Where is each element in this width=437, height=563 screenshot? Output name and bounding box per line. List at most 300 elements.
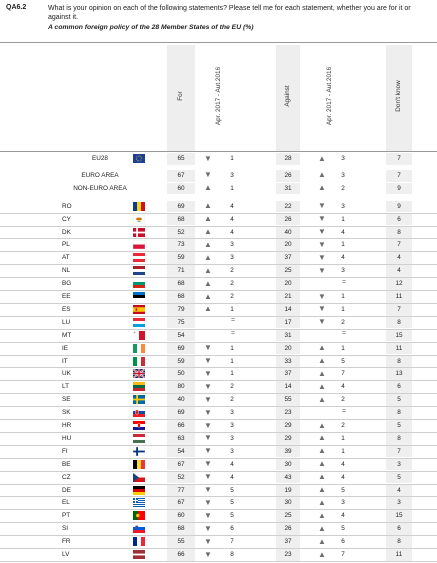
for-change-value: 4 [230,473,234,481]
country-name: SK [62,409,71,417]
trend-up-icon: ▲ [318,394,326,404]
trend-up-icon: ▲ [204,183,212,193]
country-name: MT [62,331,72,339]
trend-up-icon: ▲ [318,170,326,180]
table-row [0,472,437,484]
against-value: 31 [284,184,292,192]
country-name: DE [62,486,71,494]
against-change-value: 5 [341,525,345,533]
for-change-value: 3 [230,447,234,455]
trend-up-icon: ▲ [204,214,212,224]
trend-down-icon: ▼ [204,510,212,520]
against-change-value: 1 [341,215,345,223]
table-row [0,497,437,509]
against-change-value: 7 [341,551,345,558]
trend-up-icon: ▲ [318,381,326,391]
country-name: AT [62,254,70,262]
trend-eq-icon: = [230,317,236,325]
dont-know-value: 11 [395,293,403,300]
for-change-value: 6 [230,525,234,533]
country-name: EE [62,293,71,300]
against-change-value: 4 [341,473,345,481]
against-change-value: 2 [341,422,345,429]
against-value: 20 [284,241,292,249]
question-text: What is your opinion on each of the following statements? Please tell me for each statement, whether you are for it or against it. [48,5,411,21]
dont-know-value: 12 [395,280,403,288]
country-name: PT [62,512,71,520]
country-name: RO [62,202,72,210]
flag-nl-icon [133,266,145,275]
table-row [0,356,437,368]
for-value: 68 [177,293,185,300]
for-change-value: 2 [230,396,234,404]
country-name: CY [62,215,71,223]
country-name: BG [62,280,72,288]
dont-know-value: 11 [395,344,403,352]
trend-up-icon: ▲ [318,153,326,163]
trend-up-icon: ▲ [318,497,326,507]
trend-down-icon: ▼ [318,239,326,249]
trend-up-icon: ▲ [204,278,212,288]
trend-down-icon: ▼ [204,549,212,559]
column-header-diff-against: Apr. 2017 - Aut.2016 [326,66,333,126]
against-change-value: 3 [341,171,345,179]
flag-hr-icon [133,421,145,430]
flag-bg-icon [133,279,145,288]
for-value: 63 [177,434,185,442]
country-name: FR [62,538,71,546]
country-name: SE [62,396,71,404]
dont-know-value: 7 [397,155,401,162]
against-change-value: 2 [341,184,345,192]
dont-know-value: 8 [397,228,401,236]
table-row [0,214,437,226]
trend-down-icon: ▼ [204,170,212,180]
flag-se-icon [133,395,145,404]
flag-dk-icon [133,228,145,237]
dont-know-value: 4 [397,267,401,275]
for-value: 67 [177,499,185,507]
flag-lv-icon [133,550,145,559]
against-value: 37 [284,370,292,378]
against-change-value: 3 [341,267,345,275]
trend-eq-icon: = [341,330,347,338]
against-change-value: 2 [341,318,345,326]
country-name: EU28 [92,155,108,162]
trend-down-icon: ▼ [204,368,212,378]
against-value: 20 [284,344,292,352]
trend-down-icon: ▼ [204,446,212,456]
for-change-value: 3 [230,254,234,262]
dont-know-value: 7 [397,241,401,249]
trend-up-icon: ▲ [318,510,326,520]
against-value: 37 [284,254,292,262]
dont-know-value: 3 [397,460,401,468]
table-row [0,153,437,165]
dont-know-value: 8 [397,434,401,442]
for-change-value: 5 [230,512,234,520]
against-value: 25 [284,267,292,275]
flag-lu-icon [133,318,145,327]
trend-down-icon: ▼ [204,153,212,163]
against-value: 30 [284,460,292,468]
dont-know-value: 15 [395,331,403,339]
trend-down-icon: ▼ [204,407,212,417]
table-row [0,549,437,561]
against-change-value: 7 [341,370,345,378]
against-value: 37 [284,538,292,546]
against-value: 28 [284,155,292,162]
against-value: 30 [284,499,292,507]
dont-know-value: 9 [397,184,401,192]
trend-down-icon: ▼ [318,252,326,262]
trend-down-icon: ▼ [318,265,326,275]
trend-up-icon: ▲ [204,291,212,301]
flag-ie-icon [133,344,145,353]
flag-at-icon [133,253,145,262]
for-value: 54 [177,447,185,455]
flag-pt-icon [133,511,145,520]
for-value: 52 [177,228,185,236]
country-name: LV [62,551,70,558]
trend-eq-icon: = [230,330,236,338]
trend-up-icon: ▲ [204,252,212,262]
for-change-value: 4 [230,460,234,468]
against-change-value: 4 [341,512,345,520]
trend-up-icon: ▲ [318,472,326,482]
against-value: 25 [284,512,292,520]
trend-down-icon: ▼ [204,472,212,482]
for-value: 40 [177,396,185,404]
flag-de-icon [133,486,145,495]
country-name: IT [62,357,68,365]
trend-eq-icon: = [341,407,347,415]
dont-know-value: 3 [397,499,401,507]
against-value: 17 [284,318,292,326]
flag-sk-icon [133,408,145,417]
flag-eu-icon [133,154,145,163]
flag-uk-icon [133,369,145,378]
country-name: HR [62,422,72,429]
trend-up-icon: ▲ [318,183,326,193]
flag-cy-icon [133,215,145,224]
trend-down-icon: ▼ [204,394,212,404]
against-change-value: 1 [341,241,345,249]
trend-down-icon: ▼ [204,459,212,469]
against-change-value: 4 [341,460,345,468]
against-value: 26 [284,215,292,223]
trend-up-icon: ▲ [204,304,212,314]
against-value: 19 [284,486,292,494]
for-value: 66 [177,551,185,558]
header-top-rule [0,42,437,43]
for-change-value: 8 [230,551,234,558]
dont-know-value: 8 [397,357,401,365]
against-value: 29 [284,434,292,442]
trend-up-icon: ▲ [318,433,326,443]
for-change-value: 3 [230,434,234,442]
country-name: EURO AREA [81,171,119,179]
against-value: 33 [284,357,292,365]
dont-know-value: 4 [397,486,401,494]
for-change-value: 2 [230,280,234,288]
table-row [0,278,437,290]
flag-el-icon [133,498,145,507]
table-subtitle: A common foreign policy of the 28 Member States of the EU (%) [48,24,254,31]
for-change-value: 3 [230,171,234,179]
trend-up-icon: ▲ [318,356,326,365]
against-value: 31 [284,331,292,339]
trend-up-icon: ▲ [318,459,326,469]
for-change-value: 1 [230,357,234,365]
table-row [0,536,437,548]
against-change-value: 4 [341,383,345,391]
country-name: NON-EURO AREA [73,184,127,192]
trend-up-icon: ▲ [318,485,326,494]
flag-fi-icon [133,447,145,456]
against-change-value: 5 [341,357,345,365]
against-value: 29 [284,422,292,429]
trend-up-icon: ▲ [318,368,326,378]
country-name: CZ [62,473,71,481]
trend-down-icon: ▼ [318,304,326,314]
against-change-value: 1 [341,305,345,313]
trend-up-icon: ▲ [318,536,326,546]
for-change-value: 3 [230,422,234,429]
country-name: LT [62,383,69,391]
against-change-value: 4 [341,228,345,236]
table-row [0,304,437,316]
against-value: 55 [284,396,292,404]
flag-be-icon [133,460,145,469]
for-value: 80 [177,383,185,391]
for-value: 66 [177,422,185,429]
dont-know-value: 9 [397,202,401,210]
against-value: 26 [284,171,292,179]
table-row [0,330,437,342]
for-value: 68 [177,280,185,288]
against-change-value: 3 [341,155,345,162]
for-value: 69 [177,409,185,417]
table-row [0,368,437,380]
against-value: 23 [284,409,292,417]
for-value: 54 [177,331,185,339]
table-row [0,170,437,182]
for-change-value: 1 [230,305,234,313]
country-name: HU [62,434,72,442]
dont-know-value: 7 [397,305,401,313]
against-change-value: 2 [341,396,345,404]
against-value: 14 [284,383,292,391]
row-divider [0,561,437,562]
country-name: FI [62,447,68,455]
table-row [0,317,437,329]
flag-ee-icon [133,292,145,301]
dont-know-value: 5 [397,396,401,404]
flag-ro-icon [133,202,145,211]
against-change-value: 6 [341,538,345,546]
trend-up-icon: ▲ [318,446,326,456]
country-name: LU [62,318,71,326]
for-change-value: 4 [230,228,234,236]
table-row [0,381,437,393]
dont-know-value: 8 [397,409,401,417]
trend-down-icon: ▼ [204,523,212,533]
for-value: 65 [177,155,185,162]
country-name: SI [62,525,69,533]
table-row [0,407,437,419]
country-name: IE [62,344,69,352]
column-header-against: Against [284,85,291,107]
dont-know-value: 4 [397,254,401,262]
table-row [0,265,437,277]
trend-down-icon: ▼ [204,381,212,391]
flag-cz-icon [133,473,145,482]
dont-know-value: 7 [397,171,401,179]
country-name: PL [62,241,70,249]
dont-know-value: 13 [395,370,403,378]
for-change-value: 3 [230,409,234,417]
trend-up-icon: ▲ [204,239,212,249]
for-value: 79 [177,305,185,313]
flag-es-icon [133,305,145,314]
against-value: 20 [284,280,292,288]
dont-know-value: 7 [397,447,401,455]
against-change-value: 1 [341,344,345,352]
table-row [0,523,437,535]
against-change-value: 3 [341,499,345,507]
flag-pl-icon [133,240,145,249]
table-row [0,343,437,355]
dont-know-value: 6 [397,383,401,391]
for-value: 77 [177,486,185,494]
against-change-value: 5 [341,486,345,494]
table-row [0,183,437,195]
trend-down-icon: ▼ [204,485,212,494]
for-value: 73 [177,241,185,249]
trend-up-icon: ▲ [318,523,326,533]
for-value: 71 [177,267,185,275]
against-change-value: 3 [341,202,345,210]
for-change-value: 5 [230,486,234,494]
for-value: 52 [177,473,185,481]
flag-si-icon [133,524,145,533]
flag-hu-icon [133,434,145,443]
for-change-value: 7 [230,538,234,546]
table-row [0,446,437,458]
against-value: 40 [284,228,292,236]
trend-up-icon: ▲ [318,420,326,430]
dont-know-value: 5 [397,422,401,429]
country-name: EL [62,499,70,507]
header-bottom-rule [0,151,437,152]
for-value: 59 [177,357,185,365]
trend-down-icon: ▼ [318,214,326,224]
flag-lt-icon [133,382,145,391]
table-row [0,485,437,497]
trend-up-icon: ▲ [204,201,212,211]
against-change-value: 1 [341,434,345,442]
dont-know-value: 5 [397,473,401,481]
for-value: 68 [177,215,185,223]
column-header-for: For [177,91,184,101]
flag-fr-icon [133,537,145,546]
column-header-dont-know: Don't know [395,80,402,112]
trend-down-icon: ▼ [204,356,212,365]
country-name: ES [62,305,71,313]
for-change-value: 2 [230,267,234,275]
trend-down-icon: ▼ [204,536,212,546]
country-name: DK [62,228,71,236]
trend-down-icon: ▼ [318,201,326,211]
for-value: 67 [177,171,185,179]
for-value: 75 [177,318,185,326]
for-change-value: 4 [230,202,234,210]
trend-down-icon: ▼ [204,433,212,443]
question-code: QA6.2 [6,4,27,11]
trend-down-icon: ▼ [204,420,212,430]
for-change-value: 5 [230,499,234,507]
for-change-value: 2 [230,383,234,391]
for-value: 60 [177,512,185,520]
trend-down-icon: ▼ [318,317,326,327]
trend-up-icon: ▲ [204,265,212,275]
country-name: BE [62,460,71,468]
against-change-value: 1 [341,293,345,300]
for-value: 60 [177,184,185,192]
for-change-value: 4 [230,215,234,223]
dont-know-value: 6 [397,525,401,533]
trend-eq-icon: = [341,278,347,286]
against-value: 23 [284,551,292,558]
dont-know-value: 8 [397,318,401,326]
for-value: 59 [177,254,185,262]
for-value: 68 [177,525,185,533]
table-row [0,510,437,522]
table-row [0,291,437,303]
trend-down-icon: ▼ [204,343,212,353]
table-row [0,433,437,445]
trend-down-icon: ▼ [318,291,326,301]
for-change-value: 1 [230,370,234,378]
against-value: 22 [284,202,292,210]
against-value: 14 [284,305,292,313]
country-name: NL [62,267,71,275]
for-value: 69 [177,202,185,210]
against-change-value: 1 [341,447,345,455]
for-value: 69 [177,344,185,352]
for-value: 50 [177,370,185,378]
against-change-value: 4 [341,254,345,262]
for-value: 67 [177,460,185,468]
table-row [0,394,437,406]
table-row [0,201,437,213]
flag-mt-icon [133,331,145,340]
column-header-diff-for: Apr. 2017 - Aut.2016 [215,66,222,126]
trend-up-icon: ▲ [318,549,326,559]
flag-it-icon [133,357,145,366]
against-value: 43 [284,473,292,481]
table-row [0,252,437,264]
for-change-value: 1 [230,155,234,162]
dont-know-value: 15 [395,512,403,520]
trend-down-icon: ▼ [318,227,326,236]
against-value: 39 [284,447,292,455]
for-change-value: 1 [230,184,234,192]
trend-down-icon: ▼ [204,497,212,507]
for-change-value: 1 [230,344,234,352]
dont-know-value: 11 [395,551,403,558]
